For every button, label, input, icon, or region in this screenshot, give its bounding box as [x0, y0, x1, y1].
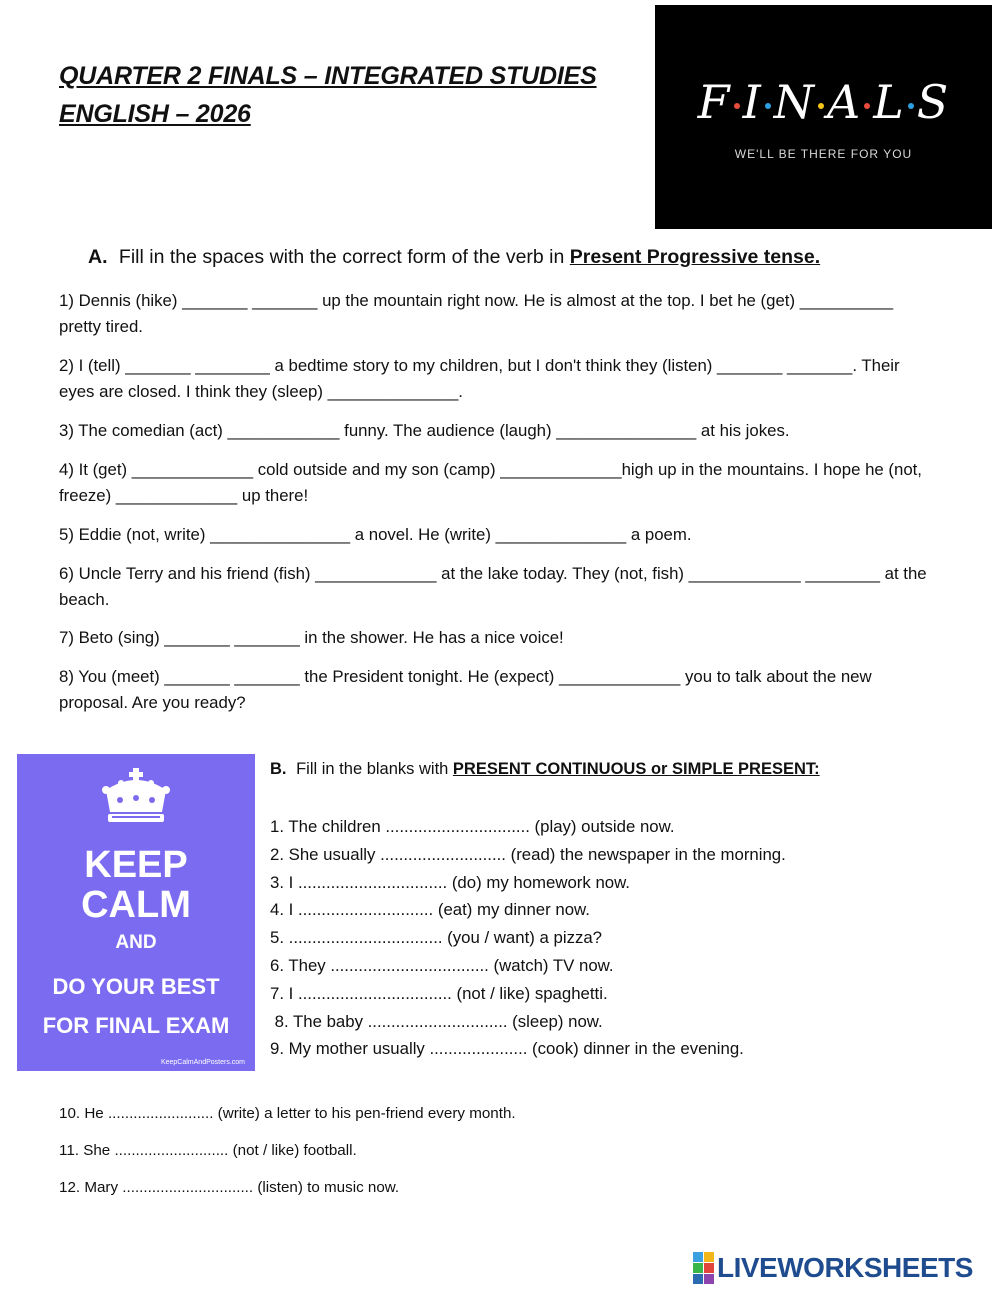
section-a-instruction: Fill in the spaces with the correct form of the verb in — [118, 246, 565, 268]
list-item: 1. The children ............................... (play) outside now. — [270, 817, 675, 836]
page-title-line2: ENGLISH – 2026 — [59, 100, 251, 128]
finals-logo-image — [655, 5, 992, 229]
list-item: 8. The baby .............................. (sleep) now. — [270, 1011, 603, 1031]
finals-logo-word — [655, 75, 992, 129]
finals-dot — [765, 103, 771, 109]
crown-icon — [17, 768, 255, 839]
question-a7: 7) Beto (sing) _______ _______ in the shower. He has a nice voice! — [59, 628, 564, 647]
finals-dot — [864, 103, 870, 109]
list-item: 2. She usually ........................... (read) the newspaper in the morning. — [270, 844, 786, 864]
section-a-heading — [88, 246, 820, 269]
finals-letter: L — [873, 75, 905, 129]
keep-calm-calm: CALM — [81, 884, 191, 926]
keep-calm-and: AND — [115, 932, 157, 953]
finals-dot — [908, 103, 914, 109]
question-a4: 4) It (get) _____________ cold outside and my son (camp) _____________high up in the mountains. I hope he (not, freeze) _____________ up there! — [59, 460, 922, 505]
keep-calm-keep: KEEP — [84, 844, 188, 886]
list-item: 3. I ................................ (do) my homework now. — [270, 872, 630, 892]
question-a1: 1) Dennis (hike) _______ _______ up the mountain right now. He is almost at the top. I bet he (get) __________ pretty tired. — [59, 291, 894, 336]
list-item: 6. They .................................. (watch) TV now. — [270, 955, 614, 975]
list-item: 9. My mother usually ..................... (cook) dinner in the evening. — [270, 1039, 744, 1059]
question-b11: 11. She ........................... (not / like) football. — [59, 1142, 357, 1159]
section-b-instruction: Fill in the blanks with — [296, 760, 449, 778]
keep-calm-final-exam: FOR FINAL EXAM — [42, 1013, 230, 1038]
keep-calm-url: KeepCalmAndPosters.com — [160, 1059, 245, 1066]
section-a-label: A. — [88, 246, 108, 268]
finals-letter: I — [742, 75, 762, 129]
finals-tagline: WE'LL BE THERE FOR YOU — [734, 147, 913, 161]
section-a-emphasis: Present Progressive tense. — [569, 246, 821, 268]
finals-letter: A — [827, 75, 862, 129]
question-a8: 8) You (meet) _______ _______ the President tonight. He (expect) _____________ you to talk about the new proposal. Are you ready? — [59, 667, 872, 712]
section-b-list — [270, 813, 786, 1063]
list-item: 5. ................................. (you / want) a pizza? — [270, 928, 603, 948]
page-title-line1: QUARTER 2 FINALS – INTEGRATED STUDIES — [59, 62, 597, 90]
question-a3: 3) The comedian (act) ____________ funny. The audience (laugh) _______________ at his jokes. — [59, 421, 790, 440]
list-item: 4. I ............................. (eat) my dinner now. — [270, 900, 590, 920]
section-b-label: B. — [270, 760, 287, 778]
finals-letter: F — [697, 75, 731, 129]
finals-letter: N — [773, 75, 816, 129]
question-b12: 12. Mary ............................... (listen) to music now. — [59, 1179, 400, 1196]
section-b-emphasis: PRESENT CONTINUOUS or SIMPLE PRESENT: — [452, 760, 820, 778]
finals-dot — [818, 103, 824, 109]
section-b-heading — [270, 760, 820, 779]
liveworksheets-logo-icon — [693, 1252, 714, 1284]
finals-letter: S — [916, 75, 950, 129]
question-a2: 2) I (tell) _______ ________ a bedtime story to my children, but I don't think they (listen) _______ _______. Their eyes are closed. I think they (sleep) ______________. — [59, 356, 900, 401]
finals-dot — [734, 103, 740, 109]
keep-calm-do-best: DO YOUR BEST — [52, 974, 220, 999]
liveworksheets-logo[interactable] — [693, 1252, 973, 1284]
liveworksheets-logo-text: LIVEWORKSHEETS — [717, 1252, 973, 1283]
question-a5: 5) Eddie (not, write) _______________ a novel. He (write) ______________ a poem. — [59, 525, 692, 544]
keep-calm-poster — [17, 754, 255, 1071]
question-b10: 10. He ......................... (write) a letter to his pen-friend every month. — [59, 1105, 516, 1122]
list-item: 7. I ................................. (not / like) spaghetti. — [270, 983, 608, 1003]
question-a6: 6) Uncle Terry and his friend (fish) _____________ at the lake today. They (not, fish) ____________ ________ at the beach. — [59, 564, 927, 609]
